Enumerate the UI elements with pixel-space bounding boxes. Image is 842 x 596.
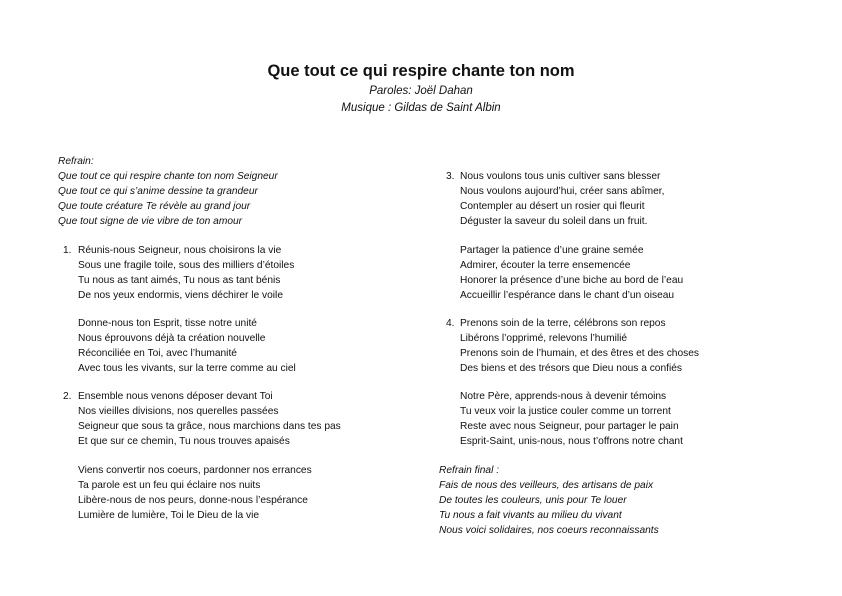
verse-line: Ta parole est un feu qui éclaire nos nuits [78, 480, 261, 491]
verse-line: Tu veux voir la justice couler comme un torrent [460, 406, 671, 417]
verse-line: Viens convertir nos coeurs, pardonner nos errances [78, 465, 312, 476]
verse-line: De nos yeux endormis, viens déchirer le voile [78, 290, 283, 301]
verse-number: 1. [63, 245, 72, 256]
verse-line: Esprit-Saint, unis-nous, nous t’offrons notre chant [460, 436, 683, 447]
verse-line: Nos vieilles divisions, nos querelles passées [78, 406, 279, 417]
verse-line: Contempler au désert un rosier qui fleurit [460, 201, 645, 212]
refrain-line: Que tout signe de vie vibre de ton amour [58, 216, 243, 227]
music-credit: Musique : Gildas de Saint Albin [341, 102, 501, 114]
verse-number: 4. [446, 318, 455, 329]
verse-line: Accueillir l’espérance dans le chant d’un oiseau [460, 290, 675, 301]
verse-line: Des biens et des trésors que Dieu nous a confiés [460, 363, 682, 374]
verse-line: Partager la patience d’une graine semée [460, 245, 644, 256]
lyrics-credit: Paroles: Joël Dahan [369, 85, 473, 97]
final-refrain-line: Tu nous a fait vivants au milieu du vivant [439, 510, 622, 521]
refrain-label: Refrain: [58, 156, 94, 167]
refrain-line: Que toute créature Te révèle au grand jour [58, 201, 251, 212]
verse-line: Honorer la présence d’une biche au bord de l’eau [460, 275, 684, 286]
verse-line: Réconciliée en Toi, avec l’humanité [78, 348, 237, 359]
verse-line: Sous une fragile toile, sous des milliers d’étoiles [78, 260, 295, 271]
verse-line: Et que sur ce chemin, Tu nous trouves apaisés [78, 436, 290, 447]
verse-line: Admirer, écouter la terre ensemencée [460, 260, 631, 271]
verse-line: Nous voulons tous unis cultiver sans blesser [460, 171, 661, 182]
song-title: Que tout ce qui respire chante ton nom [267, 62, 575, 80]
verse-line: Réunis-nous Seigneur, nous choisirons la vie [78, 245, 282, 256]
verse-line: Prenons soin de la terre, célébrons son repos [460, 318, 666, 329]
verse-line: Donne-nous ton Esprit, tisse notre unité [78, 318, 257, 329]
verse-line: Libère-nous de nos peurs, donne-nous l’espérance [78, 495, 308, 506]
verse-number: 3. [446, 171, 455, 182]
verse-line: Avec tous les vivants, sur la terre comme au ciel [78, 363, 296, 374]
verse-line: Seigneur que sous ta grâce, nous marchions dans tes pas [78, 421, 341, 432]
verse-line: Reste avec nous Seigneur, pour partager le pain [460, 421, 679, 432]
verse-line: Ensemble nous venons déposer devant Toi [78, 391, 273, 402]
final-refrain-line: De toutes les couleurs, unis pour Te louer [439, 495, 627, 506]
verse-number: 2. [63, 391, 72, 402]
verse-line: Libérons l’opprimé, relevons l’humilié [460, 333, 628, 344]
refrain-line: Que tout ce qui respire chante ton nom Seigneur [58, 171, 278, 182]
verse-line: Prenons soin de l’humain, et des êtres et des choses [460, 348, 699, 359]
final-refrain-line: Nous voici solidaires, nos coeurs reconnaissants [439, 525, 659, 536]
verse-line: Nous éprouvons déjà ta création nouvelle [78, 333, 266, 344]
final-refrain-label: Refrain final : [439, 465, 500, 476]
verse-line: Tu nous as tant aimés, Tu nous as tant bénis [78, 275, 281, 286]
verse-line: Lumière de lumière, Toi le Dieu de la vie [78, 510, 260, 521]
verse-line: Déguster la saveur du soleil dans un fruit. [460, 216, 648, 227]
refrain-line: Que tout ce qui s’anime dessine ta grandeur [58, 186, 258, 197]
verse-line: Notre Père, apprends-nous à devenir témoins [460, 391, 667, 402]
final-refrain-line: Fais de nous des veilleurs, des artisans de paix [439, 480, 654, 491]
verse-line: Nous voulons aujourd’hui, créer sans abîmer, [460, 186, 665, 197]
